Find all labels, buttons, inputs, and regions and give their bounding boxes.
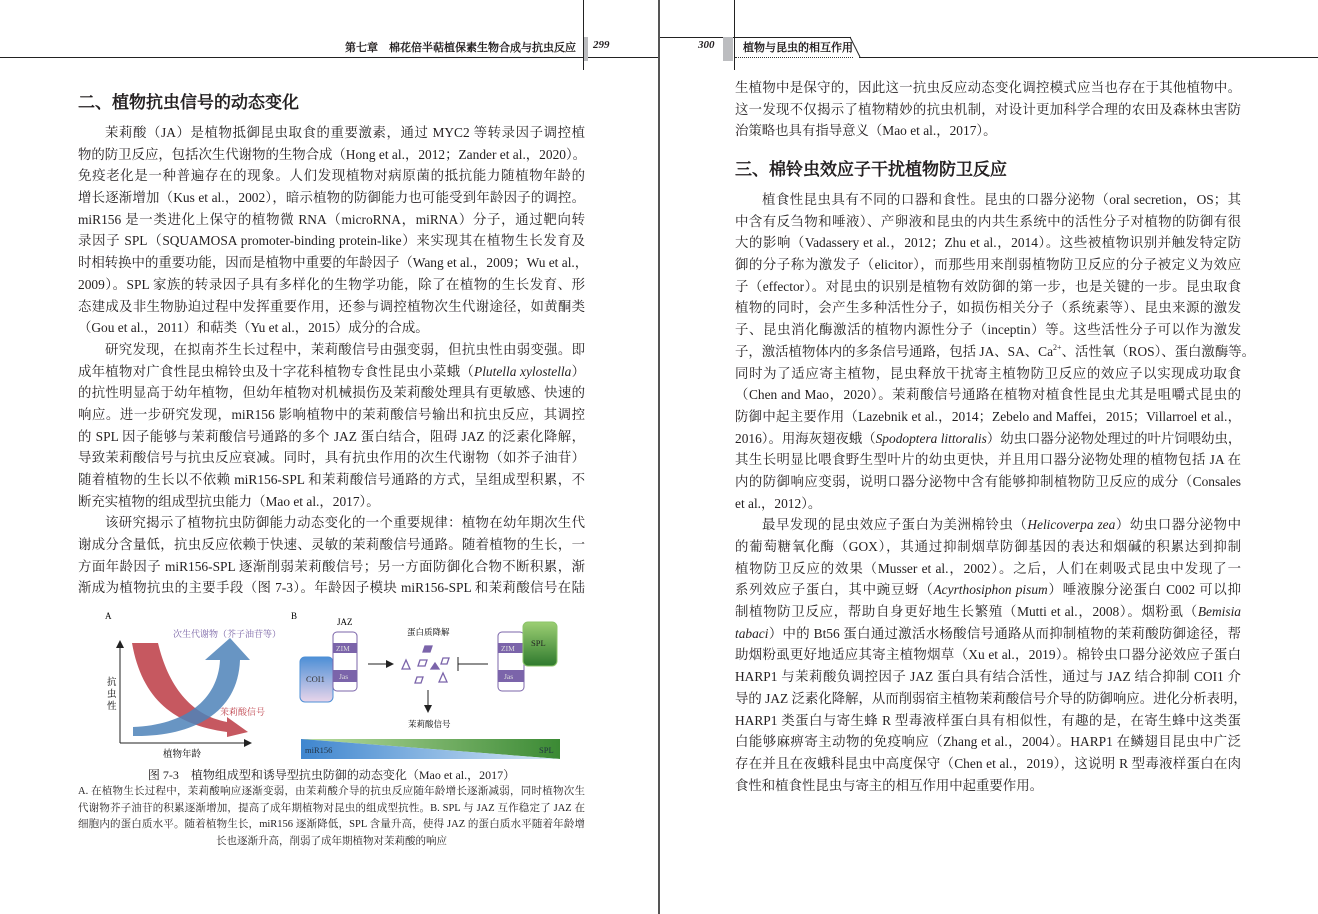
text-segment: 成年植物对广食性昆虫棉铃虫及十字花科植物专食性昆虫小菜蛾（ <box>78 363 475 379</box>
caption-line: A. 在植物生长过程中，茉莉酸响应逐渐变弱，由茉莉酸介导的抗虫反应随年龄增长逐渐减弱，同时植物次生 <box>78 786 585 797</box>
italic-species-name: tabaci <box>735 625 769 641</box>
text-segment: 2016）。用海灰翅夜蛾（ <box>735 430 876 446</box>
text-line: 御的分子称为激发子（elicitor），而那些用来削弱植物防卫反应的分子被定义为效应 <box>735 257 1241 273</box>
text-line: 植食性昆虫具有不同的口器和食性。昆虫的口器分泌物（oral secretion，OS；其 <box>762 192 1241 207</box>
panel-b-label: B <box>291 611 298 621</box>
text-line: 白能够麻痹寄主动物的免疫响应（Zhang et al.，2004）。HARP1 在鳞翅目昆虫中广泛 <box>735 734 1241 750</box>
paragraph <box>735 189 1255 514</box>
text-line: 随着植物的生长以不依赖 miR156-SPL 和茉莉酸信号通路的方式，呈组成型积累，不 <box>78 472 585 487</box>
right-body-text <box>735 189 1255 796</box>
zim-label: ZIM <box>336 644 350 653</box>
left-body-text <box>78 122 589 599</box>
text-line: 大的影响（Vadassery et al.，2012；Zhu et al.，2014）。这些被植物识别并触发特定防 <box>735 235 1241 251</box>
caption-line: 代谢物芥子油苷的积累逐渐增加，提高了成年期植物对昆虫的组成型抗性。B. SPL 与 JAZ 互作稳定了 JAZ 在 <box>78 802 585 814</box>
text-segment: ）幼虫口器分泌物中 <box>1115 517 1242 533</box>
text-line: 的 SPL 因子能够与茉莉酸信号通路的多个 JAZ 蛋白结合，阻碍 JAZ 的泛素化降解， <box>78 428 585 444</box>
text-segment: 系列效应子蛋白，其中豌豆蚜（ <box>735 582 934 598</box>
text-line: 同时为了适应寄主植物，昆虫释放干扰寄主植物防卫反应的效应子以实现成功取食 <box>735 365 1241 381</box>
text-line: 导致茉莉酸信号与抗虫反应衰减。同时，具有抗虫作用的次生代谢物（如芥子油苷） <box>78 450 585 466</box>
jas-label: Jas <box>339 672 349 681</box>
figure-7-3 <box>90 605 590 765</box>
text-segment: ）幼虫口器分泌物处理过的叶片饲喂幼虫， <box>986 430 1242 446</box>
text-line: 中含有反刍物和唾液）、产卵液和昆虫的内共生系统中的活性分子对植物的防御有很 <box>735 213 1241 229</box>
text-line <box>735 579 1241 601</box>
text-line: HARP1 与茉莉酸负调控因子 JAZ 蛋白具有结合活性，通过与 JAZ 结合抑制 COI1 介 <box>735 669 1241 685</box>
page-number-right: 300 <box>698 39 715 51</box>
text-line: 生植物中是保守的，因此这一抗虫反应动态变化调控模式应当也存在于其他植物中。 <box>735 80 1241 95</box>
italic-species-name: Plutella xylostella <box>474 363 572 379</box>
panel-a-label: A <box>105 611 112 621</box>
left-page-tab <box>584 37 588 61</box>
text-segment: 最早发现的昆虫效应子蛋白为美洲棉铃虫（ <box>762 517 1028 533</box>
text-segment: 、活性氧（ROS）、蛋白激酶等。 <box>1061 343 1255 359</box>
text-line: 2009）。SPL 家族的转录因子具有多样化的生物学功能，除了在植物的生长发育、形 <box>78 276 585 292</box>
left-header-rule <box>0 57 658 58</box>
text-line: 防御中起主要作用（Lazebnik et al.，2014；Zebelo and Maffei，2015；Villarroel et al.， <box>735 408 1241 424</box>
x-axis-label: 植物年龄 <box>163 750 202 760</box>
text-line: 这一发现不仅揭示了植物精妙的抗虫机制，对设计更加科学合理的农田及森林虫害防 <box>735 101 1241 117</box>
spl-bar-label: SPL <box>539 745 554 755</box>
text-segment: 子，激活植物体内的多条信号通路，包括 JA、SA、Ca <box>735 343 1054 359</box>
text-segment: 制植物防卫反应，帮助自身更好地生长繁殖（Mutti et al.，2008）。烟粉虱（ <box>735 604 1198 620</box>
text-line: （Chen and Mao，2020）。茉莉酸信号通路在植物对植食性昆虫尤其是咀嚼式昆虫的 <box>735 387 1241 403</box>
paragraph <box>78 339 585 513</box>
text-line: 其生长明显比喂食野生型叶片的幼虫更快，并且用口器分泌物处理的植物包括 JA 在 <box>735 452 1241 468</box>
y-axis-label-3: 性 <box>107 702 117 712</box>
caption-line: 细胞内的蛋白质水平。随着植物生长，miR156 逐渐降低，SPL 含量升高，使得 JAZ 的蛋白质水平随着年龄增 <box>78 819 585 830</box>
text-line <box>735 514 1241 536</box>
section-title-2: 二、植物抗虫信号的动态变化 <box>78 93 299 113</box>
italic-species-name: Spodoptera littoralis <box>875 430 987 446</box>
text-line: 导的 JAZ 泛素化降解，从而削弱宿主植物茉莉酸信号介导的防御响应。进化分析表明， <box>735 690 1247 706</box>
text-line: 存在并且在夜蛾科昆虫中高度保守（Chen et al.，2019），这说明 R 型毒液样蛋白在肉 <box>735 755 1241 771</box>
jaz-label: JAZ <box>337 617 353 627</box>
text-line: 的抗性明显高于幼年植物，但幼年植物对机械损伤及茉莉酸处理具有更敏感、快速的 <box>78 385 585 401</box>
text-line: 渐成为植物抗虫的主要手段（图 7-3）。年龄因子模块 miR156-SPL 和茉莉酸信号在陆 <box>78 580 585 596</box>
jaz-protein <box>333 632 357 691</box>
text-line: HARP1 类蛋白与寄生蜂 R 型毒液样蛋白具有相似性，有趣的是，在寄生蜂中这类蛋 <box>735 712 1241 728</box>
page-number-left: 299 <box>593 39 610 51</box>
paragraph <box>735 514 1247 796</box>
text-line <box>78 361 585 383</box>
zim-label-2: ZIM <box>501 644 515 653</box>
superscript: 2+ <box>1053 342 1062 352</box>
right-page-tab <box>723 37 733 61</box>
jas-label-2: Jas <box>504 672 514 681</box>
degradation-label: 蛋白质降解 <box>407 627 450 637</box>
paragraph <box>735 77 1241 142</box>
italic-species-name: Bemisia <box>1197 604 1241 620</box>
text-line: 子、昆虫消化酶激活的植物内源性分子（inceptin）等。这些活性分子可以作为激发 <box>735 322 1241 338</box>
ja-signal-label: 茉莉酸信号 <box>220 707 266 717</box>
metabolite-label: 次生代谢物（芥子油苷等） <box>173 629 282 639</box>
text-line: 免疫老化是一种普遍存在的现象。人们发现植物对病原菌的抵抗能力随植物年龄的 <box>78 168 585 184</box>
caption-line: 长也逐渐升高，削弱了成年期植物对茉莉酸的响应 <box>216 835 447 847</box>
header-slant <box>848 36 868 59</box>
right-header-divider <box>734 0 735 70</box>
y-axis-label-1: 抗 <box>107 678 117 688</box>
mir156-label: miR156 <box>305 745 333 755</box>
italic-species-name: Helicoverpa zea <box>1027 517 1116 533</box>
text-line: 食性和植食性昆虫与寄主的相互作用中起重要作用。 <box>735 777 1043 793</box>
paragraph <box>78 122 589 339</box>
ja-signal-output-label: 茉莉酸信号 <box>408 719 451 729</box>
text-line: 治策略也具有指导意义（Mao et al.，2017）。 <box>735 123 997 139</box>
text-line: 时相转换中的重要功能，因而是植物中重要的年龄因子（Wang et al.，2009；Wu et al.， <box>78 255 589 271</box>
text-line: 植物的同时，会产生多种活性分子，如损伤相关分子（系统素等）、昆虫来源的激发 <box>735 300 1241 316</box>
text-line: 谢成分含量低，抗虫反应依赖于快速、灵敏的茉莉酸信号通路。随着植物的生长，一 <box>78 537 585 553</box>
section-title-3: 三、棉铃虫效应子干扰植物防卫反应 <box>735 160 1007 180</box>
text-line: 植物防卫反应的效果（Musser et al.，2002）。之后，人们在刺吸式昆虫中发现了一 <box>735 560 1241 576</box>
italic-species-name: Acyrthosiphon pisum <box>933 582 1048 598</box>
text-line: 态建成及非生物胁迫过程中发挥重要作用，还参与调控植物次生代谢途径，如黄酮类 <box>78 298 585 314</box>
y-axis-label-2: 虫 <box>107 690 117 700</box>
text-line: miR156 是一类进化上保守的植物微 RNA（microRNA，miRNA）分子，通过靶向转 <box>78 211 585 227</box>
text-line: 方面年龄因子 miR156-SPL 逐渐削弱茉莉酸信号；另一方面防御化合物不断积累，渐 <box>78 558 585 574</box>
text-line: 该研究揭示了植物抗虫防御能力动态变化的一个重要规律：植物在幼年期次生代 <box>105 515 585 531</box>
text-line: 录因子 SPL（SQUAMOSA promoter-binding protein-like）来实现其在植物生长发育及 <box>78 233 585 249</box>
text-line <box>735 601 1241 623</box>
degraded-fragments <box>402 646 449 683</box>
text-line: 断充实植物的组成型抗虫能力（Mao et al.，2017）。 <box>78 493 380 509</box>
text-line: 子（effector）。对昆虫的识别是植物有效防御的第一步，也是关键的一步。昆虫取食 <box>735 278 1241 294</box>
spl-label: SPL <box>531 638 546 648</box>
text-line <box>735 428 1241 450</box>
figure-caption <box>78 766 585 850</box>
right-top-text <box>735 77 1241 142</box>
text-line: 增长逐渐增加（Kus et al.，2002），暗示植物的防御能力也可能受到年龄因子的调控。 <box>78 190 585 206</box>
text-segment: ） <box>571 363 585 379</box>
text-line: et al.，2012）。 <box>735 495 822 511</box>
text-line: 响应。进一步研究发现，miR156 影响植物中的茉莉酸信号输出和抗虫反应，其调控 <box>78 406 585 422</box>
right-header-top-rule <box>660 37 851 38</box>
figure-caption-title: 图 7-3 植物组成型和诱导型抗虫防御的动态变化（Mao et al.，2017） <box>147 768 516 782</box>
paragraph <box>78 512 585 599</box>
header-dotted-rule <box>735 57 853 58</box>
text-line: 物的防卫反应，包括次生代谢物的生物合成（Hong et al.，2012；Zander et al.，2020）。 <box>78 146 587 162</box>
running-header-book: 植物与昆虫的相互作用 <box>743 42 853 54</box>
text-line: 茉莉酸（JA）是植物抵御昆虫取食的重要激素，通过 MYC2 等转录因子调控植 <box>105 125 585 140</box>
text-line: 助烟粉虱更好地适应其寄主植物烟草（Xu et al.，2019）。棉铃虫口器分泌效应子蛋白 <box>735 647 1241 663</box>
text-line: （Gou et al.，2011）和萜类（Yu et al.，2015）成分的合成。 <box>78 320 429 336</box>
jaz-protein-stabilized <box>498 632 524 691</box>
running-header-chapter: 第七章 棉花倍半萜植保素生物合成与抗虫反应 <box>345 42 576 54</box>
page-spine <box>658 0 660 914</box>
text-line: 研究发现，在拟南芥生长过程中，茉莉酸信号由强变弱，但抗虫性由弱变强。即 <box>105 341 585 357</box>
text-line: 的葡萄糖氧化酶（GOX），其通过抑制烟草防御基因的表达和烟碱的积累达到抑制 <box>735 539 1241 554</box>
text-line <box>735 341 1255 363</box>
text-segment: ）唾液腺分泌蛋白 C002 可以抑 <box>1047 582 1241 598</box>
text-line: 内的防御响应变弱，说明口器分泌物中含有能够抑制植物防卫反应的成分（Consales <box>735 473 1241 489</box>
right-header-rule <box>859 57 1318 58</box>
text-segment: ）中的 Bt56 蛋白通过激活水杨酸信号通路从而抑制植物的茉莉酸防御途径，帮 <box>768 625 1241 641</box>
text-line <box>735 623 1241 645</box>
coi1-label: COI1 <box>306 674 325 684</box>
